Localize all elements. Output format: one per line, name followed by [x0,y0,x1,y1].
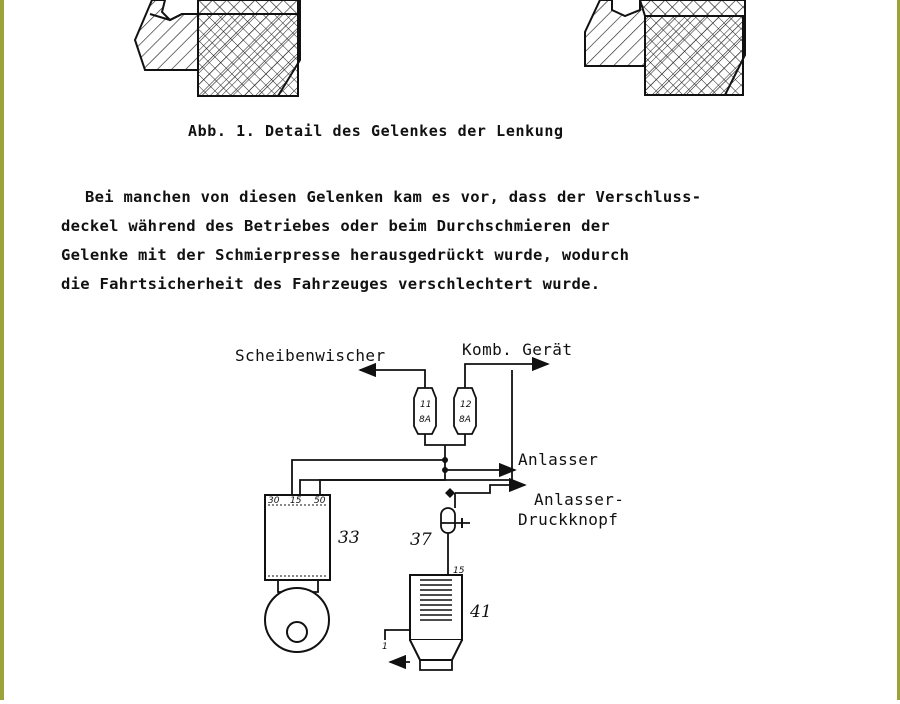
circuit-diagram [0,330,900,700]
label-combined-device: Komb. Gerät [462,340,573,359]
wire-starter [445,460,515,470]
junction-marker [445,488,455,498]
component-number-33: 33 [338,528,360,548]
fuse-11-rating: 8A [419,415,431,425]
component-number-37: 37 [410,530,432,550]
relay-37 [441,508,470,533]
fuse-11 [414,388,436,434]
circuit-schematic [0,330,900,700]
switch-terminal-30: 30 [268,496,280,506]
wire-ground [385,630,410,640]
junction-dot [442,467,448,473]
switch-terminal-50: 50 [314,496,326,506]
ground-terminal-1: 1 [382,642,388,652]
cross-section-right [585,0,745,95]
label-starter: Anlasser [518,450,599,469]
component-number-41: 41 [470,602,492,622]
wire-wiper [360,370,425,388]
fuse-12-number: 12 [460,400,472,410]
fuse-12-rating: 8A [459,415,471,425]
joint-cross-section-figure [0,0,900,112]
switch-terminal-15: 15 [290,496,302,506]
wire-fuses-join [425,434,465,445]
fuse-12 [454,388,476,434]
wire-bus [292,460,445,495]
junction-dot [442,457,448,463]
fuse-11-number: 11 [420,400,432,410]
paragraph-line: Bei manchen von diesen Gelenken kam es vor, dass der Verschluss- [85,188,702,206]
paragraph-line: deckel während des Betriebes oder beim Durchschmieren der [61,217,611,235]
cross-section-left [135,0,300,96]
heater-terminal-15: 15 [453,566,465,576]
body-paragraph [61,183,891,299]
label-starter-button-line1: Anlasser- [534,490,625,509]
heater-41 [410,575,462,670]
label-wiper: Scheibenwischer [235,346,386,365]
label-starter-button-line2: Druckknopf [518,510,619,529]
paragraph-line: die Fahrtsicherheit des Fahrzeuges verschlechtert wurde. [61,275,601,293]
figure-caption: Abb. 1. Detail des Gelenkes der Lenkung [188,122,564,140]
wire-starter-button [455,485,525,493]
paragraph-line: Gelenke mit der Schmierpresse herausgedrückt wurde, wodurch [61,246,630,264]
starter-switch-33 [265,495,330,652]
wire-combined [465,364,548,388]
